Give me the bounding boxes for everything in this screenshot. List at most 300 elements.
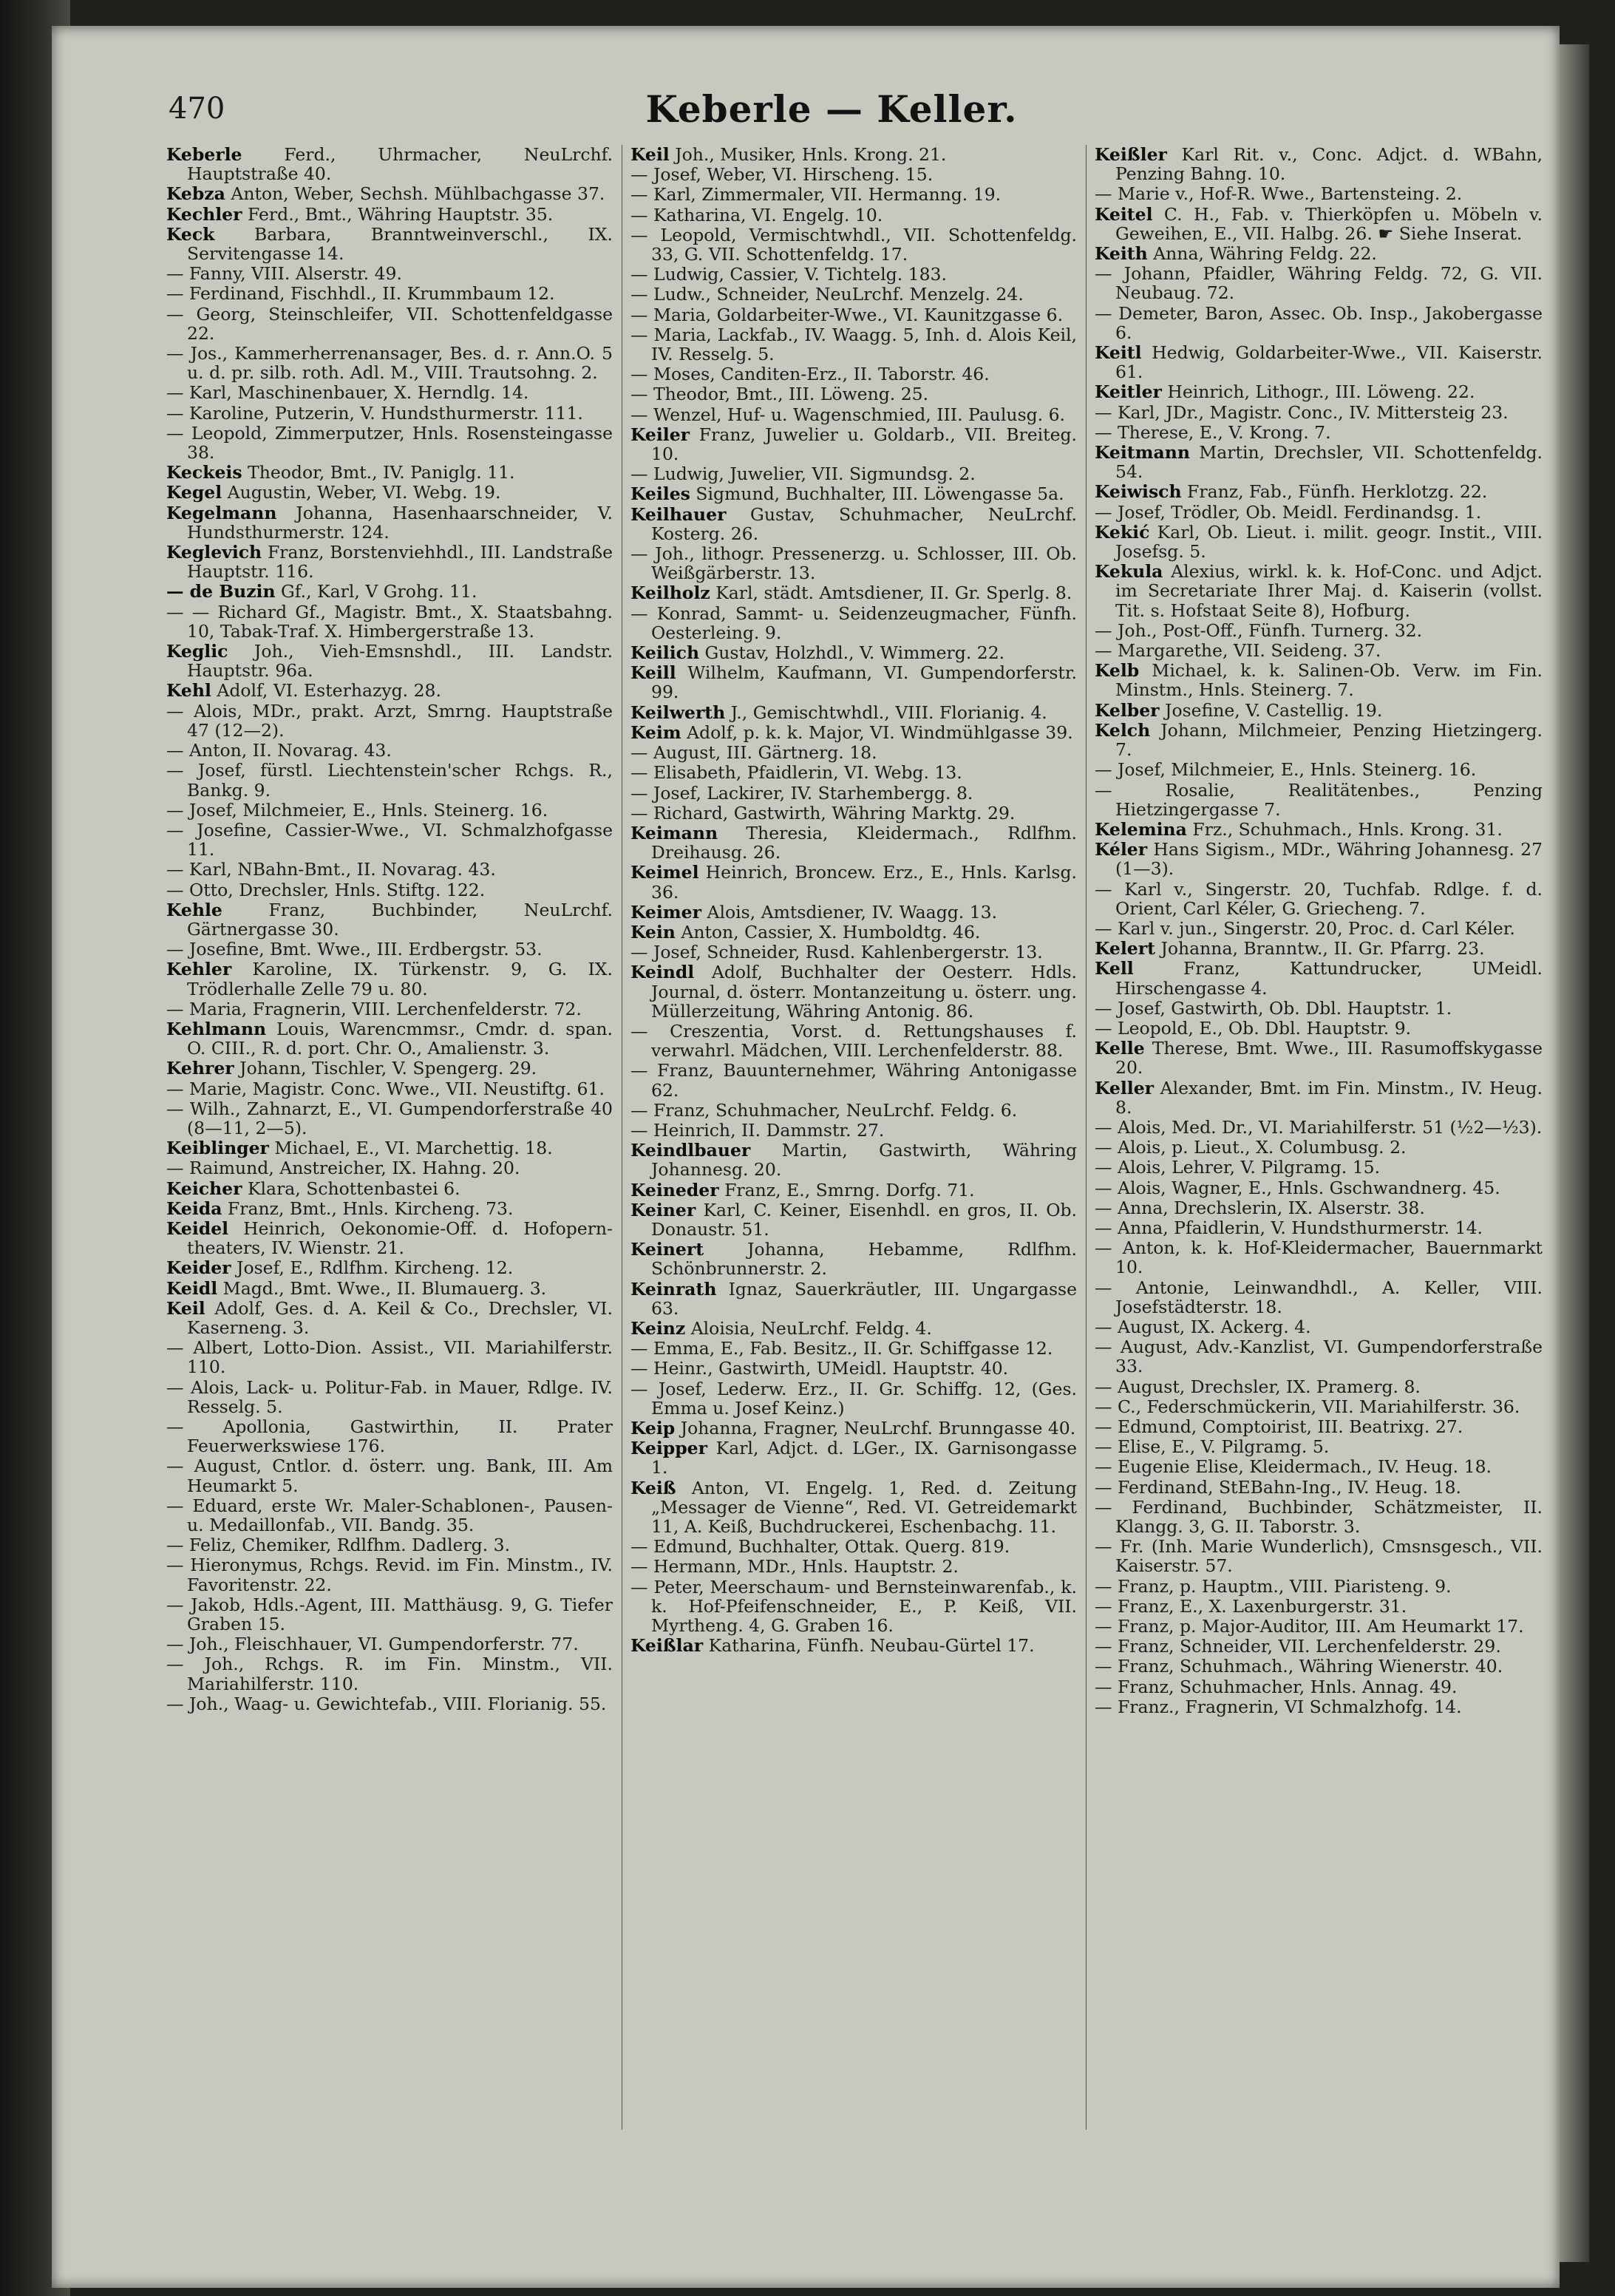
directory-entry <box>630 484 1077 503</box>
directory-entry <box>630 763 1077 782</box>
entry-details: — Antonie, Leinwandhdl., A. Keller, VIII. Josefstädterstr. 18. <box>1095 1277 1543 1317</box>
entry-details: — Jakob, Hdls.-Agent, III. Matthäusg. 9, G. Tiefer Graben 15. <box>166 1594 613 1635</box>
directory-entry <box>630 364 1077 384</box>
directory-entry <box>630 1121 1077 1140</box>
directory-entry <box>166 1179 613 1198</box>
entry-details: Klara, Schottenbastei 6. <box>242 1178 460 1199</box>
entry-details: Anton, Cassier, X. Humboldtg. 46. <box>675 921 981 942</box>
entry-surname: Keglic <box>166 641 228 662</box>
directory-entry <box>1095 781 1543 819</box>
entry-surname: Keilwerth <box>630 702 726 723</box>
page-number: 470 <box>169 92 225 126</box>
entry-details: — Joh., lithogr. Pressenerzg. u. Schlosser, III. Ob. Weißgärberstr. 13. <box>630 543 1077 584</box>
directory-entry <box>166 1694 613 1713</box>
directory-entry <box>630 942 1077 962</box>
directory-entry <box>166 801 613 820</box>
entry-details: — Emma, E., Fab. Besitz., II. Gr. Schiffgasse 12. <box>630 1338 1053 1359</box>
entry-details: Johanna, Hebamme, Rdlfhm. Schönbrunnerstr. 2. <box>651 1239 1077 1280</box>
directory-entry <box>166 1595 613 1634</box>
directory-entry <box>166 1279 613 1298</box>
entry-surname: Keinz <box>630 1317 686 1339</box>
directory-entry <box>166 702 613 740</box>
directory-entry <box>630 265 1077 284</box>
entry-details: — Raimund, Anstreicher, IX. Hahng. 20. <box>166 1158 520 1179</box>
entry-surname: Keilhauer <box>630 503 727 525</box>
entry-surname: Keckeis <box>166 462 242 483</box>
directory-entry <box>1095 1437 1543 1456</box>
directory-entry <box>1095 1377 1543 1396</box>
directory-entry <box>166 1059 613 1078</box>
entry-surname: Keiwisch <box>1095 481 1182 503</box>
directory-entry <box>1095 562 1543 620</box>
entry-details: Alois, Amtsdiener, IV. Waagg. 13. <box>701 901 998 923</box>
directory-entry <box>1095 423 1543 442</box>
entry-details: — Hieronymus, Rchgs. Revid. im Fin. Minstm., IV. Favoritenstr. 22. <box>166 1555 613 1595</box>
directory-entry <box>630 1359 1077 1378</box>
directory-entry <box>166 602 613 641</box>
entry-details: — August, III. Gärtnerg. 18. <box>630 742 877 764</box>
entry-details: — Ferdinand, Fischhdl., II. Krummbaum 12. <box>166 283 555 305</box>
directory-entry <box>1095 721 1543 759</box>
directory-entry <box>1095 382 1543 401</box>
directory-entry <box>1095 523 1543 561</box>
directory-entry <box>1095 1498 1543 1536</box>
entry-surname: Keiles <box>630 483 690 505</box>
entry-surname: Kehle <box>166 899 222 920</box>
entry-details: — August, Drechsler, IX. Pramerg. 8. <box>1095 1376 1421 1397</box>
entry-details: — Wilh., Zahnarzt, E., VI. Gumpendorferstraße 40 (8—11, 2—5). <box>166 1098 613 1138</box>
directory-entry <box>630 305 1077 325</box>
directory-entry <box>1095 1238 1543 1277</box>
entry-details: — Fr. (Inh. Marie Wunderlich), Cmsnsgesch., VII. Kaiserstr. 57. <box>1095 1536 1543 1577</box>
directory-entry <box>630 1557 1077 1576</box>
directory-entry <box>630 1319 1077 1338</box>
entry-details: Michael, E., VI. Marchettig. 18. <box>268 1138 553 1159</box>
directory-entry <box>1095 1617 1543 1636</box>
entry-details: — Ludwig, Cassier, V. Tichtelg. 183. <box>630 264 947 285</box>
directory-entry <box>1095 1577 1543 1596</box>
entry-details: — Heinr., Gastwirth, UMeidl. Hauptstr. 40. <box>630 1358 1009 1379</box>
entry-details: — Heinrich, II. Dammstr. 27. <box>630 1119 885 1141</box>
directory-entry <box>630 863 1077 901</box>
entry-details: — Franz, Schuhmacher, Hnls. Annag. 49. <box>1095 1676 1458 1697</box>
entry-details: Johann, Tischler, V. Spengerg. 29. <box>234 1058 537 1079</box>
entry-surname: Kehler <box>166 959 232 980</box>
directory-entry <box>1095 621 1543 640</box>
entry-details: — Theodor, Bmt., III. Löweng. 25. <box>630 384 929 405</box>
directory-entry <box>630 1181 1077 1200</box>
entry-details: — Konrad, Sammt- u. Seidenzeugmacher, Fünfh. Oesterleing. 9. <box>630 602 1077 643</box>
entry-details: Ignaz, Sauerkräutler, III. Ungargasse 63. <box>651 1278 1077 1319</box>
entry-details: Heinrich, Oekonomie-Off. d. Hofopern-theaters, IV. Wienstr. 21. <box>187 1217 613 1259</box>
directory-entry <box>630 285 1077 304</box>
entry-surname: Keindl <box>630 962 695 983</box>
directory-entry <box>1095 145 1543 183</box>
entry-details: — Franz, Schneider, VII. Lerchenfelderstr. 29. <box>1095 1636 1501 1657</box>
entry-details: — Elisabeth, Pfaidlerin, VI. Webg. 13. <box>630 762 962 784</box>
entry-details: — Albert, Lotto-Dion. Assist., VII. Mariahilferstr. 110. <box>166 1337 613 1378</box>
entry-surname: Kehrer <box>166 1058 234 1079</box>
entry-surname: Keimel <box>630 862 699 883</box>
entry-details: Theresia, Kleidermach., Rdlfhm. Dreihausg. 26. <box>651 822 1077 863</box>
entry-details: — Franz, Bauunternehmer, Währing Antonigasse 62. <box>630 1060 1077 1101</box>
entry-details: Franz, Juwelier u. Goldarb., VII. Breiteg. 10. <box>651 424 1077 465</box>
directory-entry <box>166 1199 613 1218</box>
entry-details: — Jos., Kammerherrenansager, Bes. d. r. Ann.O. 5 u. d. pr. silb. roth. Adl. M., VIII. Trautsohng. 2. <box>166 343 613 384</box>
entry-details: — Feliz, Chemiker, Rdlfhm. Dadlerg. 3. <box>166 1535 511 1556</box>
entry-details: Franz, Kattundrucker, UMeidl. Hirschengasse 4. <box>1115 958 1543 999</box>
directory-entry <box>630 1101 1077 1120</box>
directory-entry <box>1095 1118 1543 1137</box>
entry-surname: Keida <box>166 1198 222 1219</box>
entry-details: — Anton, k. k. Hof-Kleidermacher, Bauernmarkt 10. <box>1095 1237 1543 1278</box>
entry-details: Aloisia, NeuLrchf. Feldg. 4. <box>685 1317 932 1339</box>
entry-details: Adolf, Buchhalter der Oesterr. Hdls. Journal, d. österr. Montanzeitung u. österr. ung. Müllerzeitung, Währing Antonig. 86. <box>651 962 1077 1022</box>
entry-details: — Josefine, Bmt. Wwe., III. Erdbergstr. 53. <box>166 939 543 960</box>
page-edge <box>1560 44 1589 2262</box>
entry-surname: Kéler <box>1095 839 1148 860</box>
entry-details: — August, Cntlor. d. österr. ung. Bank, III. Am Heumarkt 5. <box>166 1456 613 1496</box>
directory-entry <box>1095 1019 1543 1038</box>
directory-entry <box>630 505 1077 543</box>
directory-entry <box>630 185 1077 204</box>
entry-surname: Keil <box>166 1297 205 1319</box>
entry-details: — Karoline, Putzerin, V. Hundsthurmerstr. 111. <box>166 402 583 424</box>
entry-details: J., Gemischtwhdl., VIII. Florianig. 4. <box>725 702 1047 723</box>
entry-surname: Kehlmann <box>166 1018 267 1039</box>
directory-entry <box>630 325 1077 364</box>
entry-surname: Keiblinger <box>166 1138 269 1159</box>
entry-surname: Kekić <box>1095 521 1150 543</box>
entry-details: — Karl, Maschinenbauer, X. Herndlg. 14. <box>166 382 529 404</box>
entry-details: C. H., Fab. v. Thierköpfen u. Möbeln v. Geweihen, E., VII. Halbg. 26. ☛ Siehe Inserat. <box>1115 203 1543 244</box>
directory-entry <box>1095 880 1543 918</box>
entry-surname: Keiß <box>630 1477 676 1498</box>
directory-columns <box>166 145 1543 2130</box>
entry-details: — Apollonia, Gastwirthin, II. Prater Feuerwerkswiese 176. <box>166 1416 613 1457</box>
directory-entry <box>166 642 613 680</box>
entry-surname: Keipper <box>630 1438 707 1459</box>
directory-entry <box>166 483 613 502</box>
directory-entry <box>630 1280 1077 1318</box>
entry-surname: Kechler <box>166 203 242 225</box>
directory-entry <box>166 880 613 900</box>
directory-entry <box>630 1419 1077 1438</box>
entry-details: Ferd., Bmt., Währing Hauptstr. 35. <box>242 203 554 225</box>
directory-entry <box>630 703 1077 722</box>
entry-details: — Fanny, VIII. Alserstr. 49. <box>166 263 402 285</box>
entry-details: Johanna, Branntw., II. Gr. Pfarrg. 23. <box>1155 938 1485 960</box>
entry-surname: Keinert <box>630 1239 704 1260</box>
directory-entry <box>166 225 613 263</box>
entry-details: — Karl v., Singerstr. 20, Tuchfab. Rdlge. f. d. Orient, Carl Kéler, G. Griecheng. 7. <box>1095 878 1543 919</box>
entry-details: — Anton, II. Novarag. 43. <box>166 740 392 761</box>
directory-entry <box>630 743 1077 762</box>
entry-details: Franz, Fab., Fünfh. Herklotzg. 22. <box>1181 481 1488 503</box>
entry-surname: Keilholz <box>630 583 710 604</box>
entry-details: — Leopold, E., Ob. Dbl. Hauptstr. 9. <box>1095 1017 1412 1039</box>
directory-entry <box>166 1634 613 1654</box>
directory-entry <box>1095 1317 1543 1336</box>
entry-details: — Eduard, erste Wr. Maler-Schablonen-, Pausen- u. Medaillonfab., VII. Bandg. 35. <box>166 1495 613 1536</box>
entry-details: Barbara, Branntweinverschl., IX. Servitengasse 14. <box>187 223 613 265</box>
directory-entry <box>630 425 1077 463</box>
entry-details: — Creszentia, Vorst. d. Rettungshauses f. verwahrl. Mädchen, VIII. Lerchenfelderstr. 88. <box>630 1020 1077 1062</box>
entry-surname: Kehl <box>166 680 211 702</box>
entry-details: — Franz, Schuhmach., Währing Wienerstr. 40. <box>1095 1656 1503 1677</box>
entry-details: Wilhelm, Kaufmann, VI. Gumpendorferstr. 99. <box>651 662 1077 703</box>
directory-entry <box>1095 840 1543 878</box>
directory-entry <box>166 1079 613 1098</box>
entry-details: Anna, Währing Feldg. 22. <box>1147 243 1377 265</box>
entry-details: — Hermann, MDr., Hnls. Hauptstr. 2. <box>630 1556 959 1577</box>
entry-details: — Marie, Magistr. Conc. Wwe., VII. Neustiftg. 61. <box>166 1078 605 1099</box>
directory-entry <box>1095 264 1543 302</box>
directory-entry <box>166 184 613 203</box>
directory-entry <box>1095 1079 1543 1117</box>
directory-entry <box>166 900 613 939</box>
entry-surname: Kelle <box>1095 1038 1145 1059</box>
entry-surname: Kelemina <box>1095 818 1187 840</box>
entry-surname: Kelb <box>1095 660 1140 682</box>
entry-surname: Keider <box>166 1257 231 1279</box>
directory-entry <box>166 284 613 303</box>
entry-details: Karl, städt. Amtsdiener, II. Gr. Sperlg. 8. <box>710 583 1072 604</box>
directory-entry <box>1095 939 1543 958</box>
entry-surname: Keimann <box>630 822 718 843</box>
entry-surname: Keill <box>630 662 676 684</box>
entry-details: — Leopold, Zimmerputzer, Hnls. Rosensteingasse 38. <box>166 422 613 463</box>
entry-details: — Karl, Zimmermaler, VII. Hermanng. 19. <box>630 184 1002 206</box>
directory-entry <box>1095 1457 1543 1476</box>
directory-entry <box>630 1478 1077 1537</box>
directory-entry <box>630 923 1077 942</box>
entry-surname: Keil <box>630 145 670 165</box>
directory-entry <box>630 1240 1077 1278</box>
directory-entry <box>1095 304 1543 342</box>
entry-details: — Moses, Canditen-Erz., II. Taborstr. 46. <box>630 364 990 385</box>
entry-details: Adolf, p. k. k. Major, VI. Windmühlgasse 39. <box>681 721 1073 743</box>
directory-entry <box>166 960 613 998</box>
directory-entry <box>166 344 613 382</box>
directory-entry <box>630 1636 1077 1655</box>
entry-details: — Maria, Lackfab., IV. Waagg. 5, Inh. d. Alois Keil, IV. Resselg. 5. <box>630 324 1077 365</box>
directory-entry <box>1095 1218 1543 1237</box>
entry-details: Franz, Bmt., Hnls. Kircheng. 73. <box>222 1198 514 1219</box>
directory-entry <box>166 1099 613 1138</box>
entry-details: — Ludw., Schneider, NeuLrchf. Menzelg. 24. <box>630 284 1024 305</box>
entry-details: — Alois, Lack- u. Politur-Fab. in Mauer, Rdlge. IV. Resselg. 5. <box>166 1376 613 1417</box>
directory-entry <box>630 583 1077 602</box>
entry-details: Heinrich, Lithogr., III. Löweng. 22. <box>1161 381 1475 403</box>
entry-surname: Kekula <box>1095 561 1163 583</box>
page-header <box>118 87 1545 139</box>
entry-details: — Joh., Post-Off., Fünfh. Turnerg. 32. <box>1095 619 1423 641</box>
entry-surname: Keidl <box>166 1277 218 1299</box>
entry-details: — Karl v. jun., Singerstr. 20, Proc. d. Carl Kéler. <box>1095 917 1515 939</box>
entry-surname: Keberle <box>166 145 242 165</box>
directory-entry <box>630 464 1077 483</box>
directory-entry <box>630 1339 1077 1358</box>
entry-details: — Anna, Pfaidlerin, V. Hundsthurmerstr. 14. <box>1095 1217 1483 1238</box>
entry-details: — Ferdinand, Buchbinder, Schätzmeister, II. Klangg. 3, G. II. Taborstr. 3. <box>1095 1496 1543 1538</box>
entry-details: Johann, Milchmeier, Penzing Hietzingerg. 7. <box>1115 719 1543 761</box>
directory-entry <box>166 1417 613 1456</box>
entry-details: — C., Federschmückerin, VII. Mariahilferstr. 36. <box>1095 1396 1520 1417</box>
directory-entry <box>1095 184 1543 203</box>
directory-entry <box>630 1200 1077 1239</box>
entry-details: — Franz, p. Hauptm., VIII. Piaristeng. 9. <box>1095 1575 1452 1597</box>
entry-details: — Therese, E., V. Krong. 7. <box>1095 421 1331 443</box>
directory-entry <box>1095 760 1543 779</box>
entry-details: Anton, Weber, Sechsh. Mühlbachgasse 37. <box>225 183 605 205</box>
entry-surname: Keindlbauer <box>630 1140 751 1161</box>
directory-entry <box>166 860 613 879</box>
directory-entry <box>166 1378 613 1416</box>
directory-entry <box>166 821 613 859</box>
directory-entry <box>166 1019 613 1058</box>
entry-details: Joh., Musiker, Hnls. Krong. 21. <box>669 145 947 165</box>
directory-entry <box>1095 1039 1543 1077</box>
entry-details: — Katharina, VI. Engelg. 10. <box>630 204 883 225</box>
directory-entry <box>1095 1537 1543 1575</box>
entry-details: Michael, k. k. Salinen-Ob. Verw. im Fin. Minstm., Hnls. Steinerg. 7. <box>1115 660 1543 701</box>
entry-surname: Kelert <box>1095 938 1155 960</box>
entry-details: Anton, VI. Engelg. 1, Red. d. Zeitung „Messager de Vienne“, Red. VI. Getreidemarkt 11, A. Keiß, Buchdruckerei, Eschenbachg. 11. <box>651 1477 1077 1538</box>
entry-details: Josef, E., Rdlfhm. Kircheng. 12. <box>231 1257 514 1279</box>
directory-entry <box>630 1537 1077 1556</box>
entry-surname: Keineder <box>630 1179 719 1200</box>
directory-entry <box>630 643 1077 662</box>
entry-details: — Franz, Schuhmacher, NeuLrchf. Feldg. 6. <box>630 1099 1018 1121</box>
directory-entry <box>1095 820 1543 839</box>
entry-details: Sigmund, Buchhalter, III. Löwengasse 5a. <box>690 483 1064 505</box>
column-3 <box>1095 145 1543 2130</box>
directory-entry <box>630 225 1077 264</box>
entry-details: — Demeter, Baron, Assec. Ob. Insp., Jakobergasse 6. <box>1095 302 1543 343</box>
column-divider <box>1086 145 1087 2130</box>
directory-entry <box>166 463 613 482</box>
directory-entry <box>1095 1278 1543 1317</box>
directory-entry <box>1095 1138 1543 1157</box>
directory-entry <box>166 1654 613 1693</box>
entry-surname: Keck <box>166 223 215 245</box>
directory-entry <box>166 264 613 283</box>
entry-details: — August, IX. Ackerg. 4. <box>1095 1316 1311 1337</box>
directory-entry <box>1095 503 1543 522</box>
entry-surname: Kegel <box>166 482 222 503</box>
entry-surname: Keglevich <box>166 542 262 563</box>
entry-surname: Keitl <box>1095 342 1142 364</box>
directory-entry <box>1095 1478 1543 1497</box>
directory-entry <box>630 1379 1077 1418</box>
entry-details: Louis, Warencmmsr., Cmdr. d. span. O. CIII., R. d. port. Chr. O., Amalienstr. 3. <box>187 1018 613 1059</box>
entry-details: — Edmund, Comptoirist, III. Beatrixg. 27. <box>1095 1416 1463 1437</box>
entry-details: — Maria, Fragnerin, VIII. Lerchenfelderstr. 72. <box>166 998 582 1019</box>
directory-entry <box>166 1299 613 1337</box>
entry-surname: Keiler <box>630 424 690 445</box>
entry-details: Franz, E., Smrng. Dorfg. 71. <box>718 1179 975 1200</box>
entry-details: — Alois, MDr., prakt. Arzt, Smrng. Hauptstraße 47 (12—2). <box>166 700 613 741</box>
directory-entry <box>630 723 1077 742</box>
entry-details: — Josef, Lackirer, IV. Starhembergg. 8. <box>630 782 973 804</box>
directory-entry <box>630 165 1077 184</box>
entry-details: Karl, Adjct. d. LGer., IX. Garnisongasse 1. <box>651 1438 1077 1478</box>
entry-surname: Keilich <box>630 642 700 664</box>
directory-entry <box>166 305 613 343</box>
directory-entry <box>630 804 1077 823</box>
directory-entry <box>630 823 1077 862</box>
directory-entry <box>166 940 613 959</box>
directory-entry <box>166 205 613 224</box>
entry-details: — Joh., Fleischhauer, VI. Gumpendorferstr. 77. <box>166 1634 579 1655</box>
entry-details: Johanna, Fragner, NeuLrchf. Brunngasse 40. <box>675 1418 1076 1439</box>
entry-details: — Josef, Weber, VI. Hirscheng. 15. <box>630 164 934 186</box>
entry-details: — Joh., Rchgs. R. im Fin. Minstm., VII. Mariahilferstr. 110. <box>166 1654 613 1694</box>
directory-entry <box>166 1456 613 1495</box>
directory-entry <box>166 404 613 423</box>
entry-surname: Keitel <box>1095 203 1153 225</box>
entry-details: Gf., Karl, V Grohg. 11. <box>275 581 477 602</box>
column-2 <box>630 145 1077 2130</box>
entry-surname: Keidel <box>166 1217 229 1239</box>
directory-entry <box>630 1577 1077 1636</box>
entry-surname: Keith <box>1095 243 1148 265</box>
entry-details: Gustav, Schuhmacher, NeuLrchf. Kosterg. 26. <box>651 503 1077 544</box>
entry-details: — Richard, Gastwirth, Währing Marktg. 29. <box>630 802 1016 823</box>
directory-entry <box>630 604 1077 642</box>
directory-entry <box>166 1496 613 1535</box>
entry-details: Franz, Borstenviehhdl., III. Landstraße Hauptstr. 116. <box>187 542 613 583</box>
entry-details: — Joh., Waag- u. Gewichtefab., VIII. Florianig. 55. <box>166 1693 607 1714</box>
entry-details: — Eugenie Elise, Kleidermach., IV. Heug. 18. <box>1095 1456 1492 1478</box>
entry-details: — Alois, Lehrer, V. Pilgramg. 15. <box>1095 1157 1381 1178</box>
entry-surname: Keitmann <box>1095 442 1190 463</box>
directory-entry <box>166 741 613 760</box>
entry-surname: — de Buzin <box>166 581 276 602</box>
directory-entry <box>1095 1657 1543 1676</box>
entry-details: — Josef, fürstl. Liechtenstein'scher Rchgs. R., Bankg. 9. <box>166 760 613 801</box>
running-title: Keberle — Keller. <box>645 87 1018 131</box>
entry-details: Franz, Buchbinder, NeuLrchf. Gärtnergasse 30. <box>187 899 613 940</box>
directory-entry <box>630 784 1077 803</box>
directory-entry <box>630 544 1077 583</box>
entry-details: — Josef, Trödler, Ob. Meidl. Ferdinandsg. 1. <box>1095 501 1482 523</box>
entry-details: — Georg, Steinschleifer, VII. Schottenfeldgasse 22. <box>166 303 613 344</box>
directory-entry <box>1095 1637 1543 1656</box>
directory-entry <box>1095 1198 1543 1217</box>
entry-details: Adolf, VI. Esterhazyg. 28. <box>211 680 441 702</box>
entry-details: Theodor, Bmt., IV. Paniglg. 11. <box>242 462 515 483</box>
entry-details: — Alois, p. Lieut., X. Columbusg. 2. <box>1095 1137 1407 1158</box>
directory-entry <box>1095 641 1543 660</box>
entry-surname: Keimer <box>630 901 701 923</box>
directory-entry <box>166 145 613 183</box>
entry-details: — Josef, Gastwirth, Ob. Dbl. Hauptstr. 1. <box>1095 997 1452 1019</box>
entry-surname: Keiner <box>630 1199 696 1220</box>
directory-entry <box>166 1535 613 1555</box>
entry-details: Magd., Bmt. Wwe., II. Blumauerg. 3. <box>217 1277 547 1299</box>
entry-details: — Wenzel, Huf- u. Wagenschmied, III. Paulusg. 6. <box>630 404 1066 425</box>
directory-entry <box>1095 661 1543 699</box>
entry-surname: Keim <box>630 721 681 743</box>
entry-details: Alexius, wirkl. k. k. Hof-Conc. und Adjct. im Secretariate Ihrer Maj. d. Kaiserin (vollst. Tit. s. Hofstaat Seite 8), Hofburg. <box>1115 561 1543 621</box>
directory-entry <box>1095 1677 1543 1696</box>
entry-details: — Maria, Goldarbeiter-Wwe., VI. Kaunitzgasse 6. <box>630 304 1064 325</box>
entry-details: — Alois, Wagner, E., Hnls. Gschwandnerg. 45. <box>1095 1177 1500 1198</box>
entry-details: Martin, Gastwirth, Währing Johannesg. 20. <box>651 1140 1077 1181</box>
directory-entry <box>166 681 613 700</box>
